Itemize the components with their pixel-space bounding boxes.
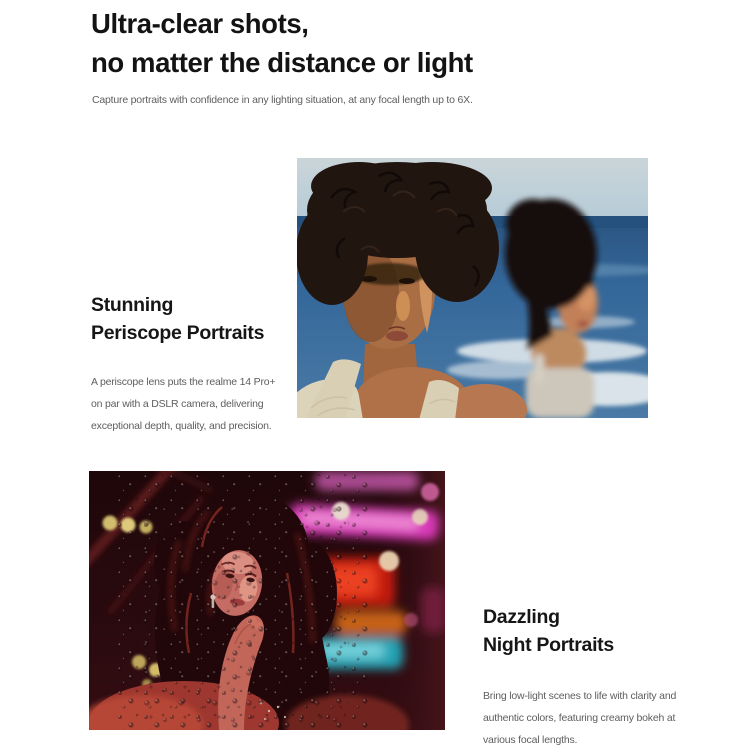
hero-title-line2: no matter the distance or light <box>91 47 473 78</box>
night-body-line: authentic colors, featuring creamy bokeh at <box>483 712 676 724</box>
periscope-portrait-image <box>297 158 648 418</box>
night-heading-line1: Dazzling <box>483 606 560 628</box>
hero-title-line1: Ultra-clear shots, <box>91 8 309 39</box>
night-section-body <box>483 685 676 750</box>
night-photo-illustration <box>89 471 445 730</box>
periscope-body-line: A periscope lens puts the realme 14 Pro+ <box>91 376 276 388</box>
periscope-body-line: exceptional depth, quality, and precision. <box>91 420 272 432</box>
periscope-body-line: on par with a DSLR camera, delivering <box>91 398 264 410</box>
hero-title <box>91 4 473 82</box>
periscope-section-body <box>91 371 275 437</box>
periscope-section-heading <box>91 291 264 347</box>
night-section-heading <box>483 603 614 659</box>
night-body-line: various focal lengths. <box>483 734 578 746</box>
night-body-line: Bring low-light scenes to life with clarity and <box>483 690 677 702</box>
night-portrait-image <box>89 471 445 730</box>
hero-subtitle: Capture portraits with confidence in any lighting situation, at any focal length up to 6X. <box>92 94 473 106</box>
periscope-heading-line1: Stunning <box>91 294 174 316</box>
periscope-heading-line2: Periscope Portraits <box>91 322 265 344</box>
night-heading-line2: Night Portraits <box>483 634 614 656</box>
beach-photo-illustration <box>297 158 648 418</box>
